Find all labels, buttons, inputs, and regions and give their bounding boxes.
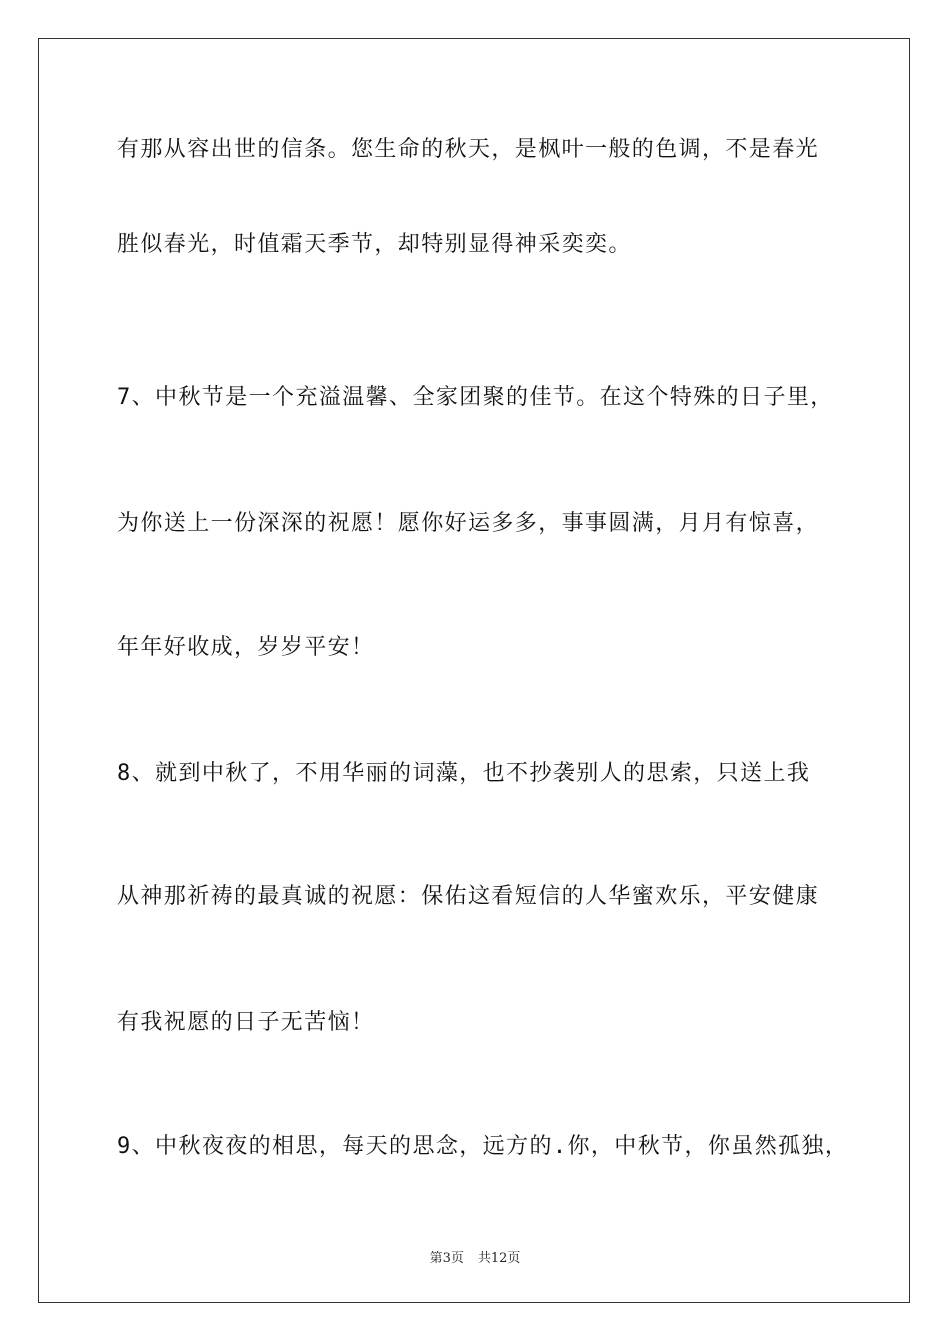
text-line-7: 从神那祈祷的最真诚的祝愿：保佑这看短信的人华蜜欢乐，平安健康: [117, 884, 820, 909]
text-line-5: 年年好收成，岁岁平安！: [117, 635, 375, 660]
text-line-9: 9、中秋夜夜的相思，每天的思念，远方的.你，中秋节，你虽然孤独，: [117, 1134, 849, 1159]
text-line-8: 有我祝愿的日子无苦恼！: [117, 1010, 375, 1035]
page-frame: [38, 38, 910, 1303]
page-number: 第3页: [429, 1251, 464, 1266]
text-line-2: 胜似春光，时值霜天季节，却特别显得神采奕奕。: [117, 232, 632, 257]
text-line-1: 有那从容出世的信条。您生命的秋天，是枫叶一般的色调，不是春光: [117, 137, 820, 162]
text-line-6: 8、就到中秋了，不用华丽的词藻，也不抄袭别人的思索，只送上我: [117, 761, 811, 786]
page-footer: [0, 1247, 950, 1266]
text-line-4: 为你送上一份深深的祝愿！愿你好运多多，事事圆满，月月有惊喜，: [117, 511, 820, 536]
total-pages: 共12页: [477, 1251, 521, 1266]
text-line-3: 7、中秋节是一个充溢温馨、全家团聚的佳节。在这个特殊的日子里，: [117, 385, 834, 410]
